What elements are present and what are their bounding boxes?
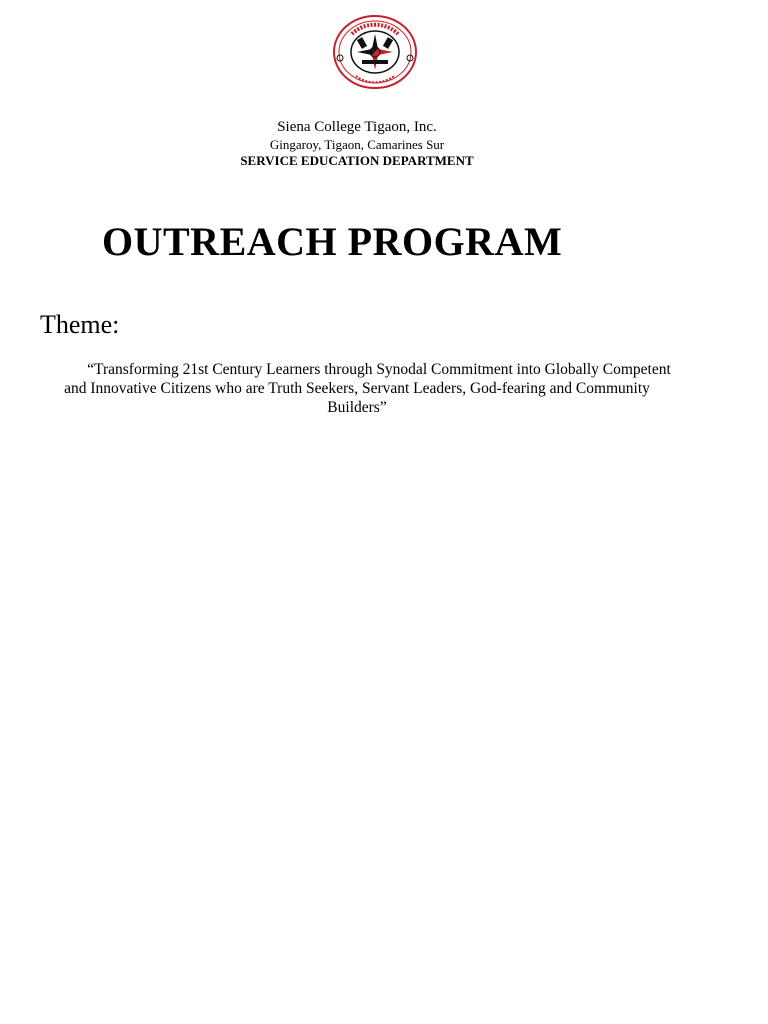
department-name: SERVICE EDUCATION DEPARTMENT (240, 153, 474, 168)
document-header (0, 118, 714, 168)
theme-statement: “Transforming 21st Century Learners through Synodal Commitment into Globally Competent and Innovative Citizens who are Truth Seekers, Servant Leaders, God-fearing and Community Builders” (64, 361, 671, 416)
theme-label: Theme: (40, 310, 120, 339)
school-address: Gingaroy, Tigaon, Camarines Sur (269, 137, 445, 152)
school-name: Siena College Tigaon, Inc. (277, 119, 437, 135)
document-title: OUTREACH PROGRAM (102, 219, 563, 264)
school-seal-logo (332, 14, 418, 90)
